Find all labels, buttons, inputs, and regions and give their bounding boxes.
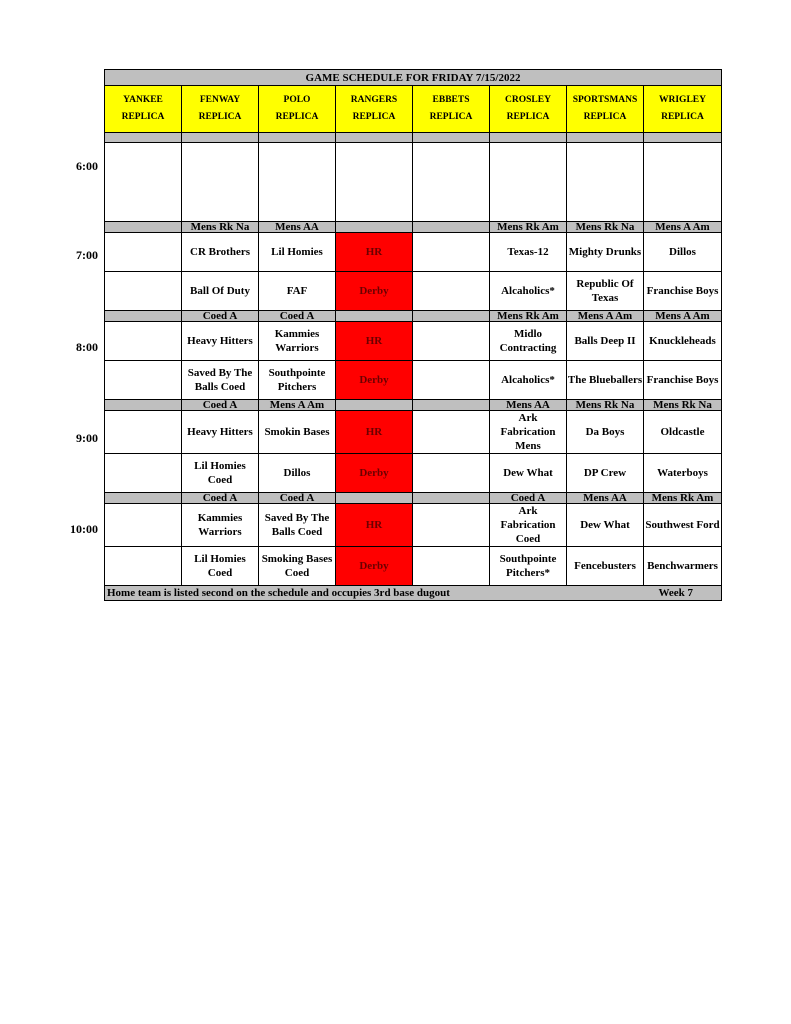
division-label: Mens A Am [644,222,722,233]
away-team-cell: Kammies Warriors [259,322,336,361]
home-team-cell: Republic Of Texas [567,272,644,311]
division-label: Coed A [490,493,567,504]
away-team-cell: Ark Fabrication Mens [490,411,567,454]
away-team-cell: Smokin Bases [259,411,336,454]
spacer-row [105,133,722,143]
division-label: Mens Rk Na [644,400,722,411]
home-team-cell: Lil Homies Coed [182,454,259,493]
spacer-cell [413,133,490,143]
game-row-home [105,361,722,400]
division-label [336,311,413,322]
field-name: EBBETS [432,95,470,105]
home-team-cell [105,454,182,493]
home-team-cell: Benchwarmers [644,547,722,586]
home-team-cell: Waterboys [644,454,722,493]
away-team-cell [413,322,490,361]
time-label-8: 8:00 [76,340,98,354]
division-label: Coed A [259,311,336,322]
field-name: YANKEE [123,95,163,105]
division-label [413,311,490,322]
spacer-cell [567,133,644,143]
home-team-cell: Southpointe Pitchers [259,361,336,400]
home-team-cell: Southpointe Pitchers* [490,547,567,586]
field-name: CROSLEY [505,95,551,105]
time-label-9: 9:00 [76,431,98,445]
home-team-cell [105,272,182,311]
empty-cell [105,143,182,222]
division-label: Coed A [259,493,336,504]
away-team-cell: Oldcastle [644,411,722,454]
away-team-cell: HR [336,322,413,361]
home-team-cell: Derby [336,361,413,400]
spacer-cell [490,133,567,143]
slot-row-empty [105,143,722,222]
field-subtitle: REPLICA [121,112,165,122]
division-label [336,400,413,411]
division-label: Mens Rk Am [490,311,567,322]
division-label: Mens Rk Na [567,400,644,411]
game-row-away [105,411,722,454]
division-label: Mens Rk Na [182,222,259,233]
empty-cell [336,143,413,222]
field-subtitle: REPLICA [352,112,396,122]
division-label: Mens A Am [567,311,644,322]
field-header [259,86,336,133]
division-label [105,400,182,411]
empty-cell [413,143,490,222]
footer-row [105,586,722,601]
division-label: Mens AA [490,400,567,411]
division-row [105,400,722,411]
away-team-cell: Knuckleheads [644,322,722,361]
division-label: Mens A Am [259,400,336,411]
away-team-cell: Dew What [567,504,644,547]
home-team-cell: Franchise Boys [644,361,722,400]
division-label: Mens A Am [644,311,722,322]
home-team-cell: Derby [336,454,413,493]
home-team-cell: Saved By The Balls Coed [182,361,259,400]
home-team-cell: Alcaholics* [490,272,567,311]
footer-note: Home team is listed second on the schedule and occupies 3rd base dugout [107,587,450,599]
away-team-cell [413,411,490,454]
division-label: Mens AA [567,493,644,504]
schedule-title: GAME SCHEDULE FOR FRIDAY 7/15/2022 [105,70,722,86]
home-team-cell: Fencebusters [567,547,644,586]
away-team-cell: Kammies Warriors [182,504,259,547]
away-team-cell: Southwest Ford [644,504,722,547]
home-team-cell: Lil Homies Coed [182,547,259,586]
division-label: Coed A [182,493,259,504]
home-team-cell [413,272,490,311]
spacer-cell [336,133,413,143]
field-header [567,86,644,133]
home-team-cell: Derby [336,272,413,311]
title-row [105,70,722,86]
spacer-cell [105,133,182,143]
home-team-cell: Derby [336,547,413,586]
game-row-home [105,547,722,586]
home-team-cell: The Blueballers [567,361,644,400]
away-team-cell: Lil Homies [259,233,336,272]
field-header [413,86,490,133]
away-team-cell [105,411,182,454]
game-row-away [105,504,722,547]
game-row-away [105,322,722,361]
away-team-cell: Saved By The Balls Coed [259,504,336,547]
division-row [105,493,722,504]
division-label: Mens Rk Na [567,222,644,233]
division-label [105,222,182,233]
division-label [413,493,490,504]
division-label: Mens AA [259,222,336,233]
away-team-cell: HR [336,411,413,454]
division-label: Mens Rk Am [490,222,567,233]
home-team-cell [413,547,490,586]
division-row [105,311,722,322]
home-team-cell: Dillos [259,454,336,493]
division-label [105,493,182,504]
footer-cell [105,586,722,601]
spacer-cell [182,133,259,143]
home-team-cell: DP Crew [567,454,644,493]
field-subtitle: REPLICA [198,112,242,122]
away-team-cell [413,233,490,272]
field-subtitle: REPLICA [583,112,627,122]
field-name: RANGERS [350,95,398,105]
away-team-cell: Midlo Contracting [490,322,567,361]
field-subtitle: REPLICA [275,112,319,122]
game-row-home [105,454,722,493]
empty-cell [490,143,567,222]
away-team-cell: Mighty Drunks [567,233,644,272]
field-name: WRIGLEY [659,95,706,105]
field-header [644,86,722,133]
away-team-cell [413,504,490,547]
home-team-cell [105,361,182,400]
division-label: Coed A [182,400,259,411]
away-team-cell [105,322,182,361]
home-team-cell: Franchise Boys [644,272,722,311]
game-row-home [105,272,722,311]
empty-cell [182,143,259,222]
home-team-cell: FAF [259,272,336,311]
field-header-row [105,86,722,133]
field-subtitle: REPLICA [661,112,704,122]
field-name: FENWAY [199,95,241,105]
away-team-cell: Da Boys [567,411,644,454]
home-team-cell: Ball Of Duty [182,272,259,311]
away-team-cell: HR [336,233,413,272]
home-team-cell: Alcaholics* [490,361,567,400]
away-team-cell: CR Brothers [182,233,259,272]
home-team-cell [105,547,182,586]
field-name: POLO [283,95,311,105]
division-label [336,493,413,504]
field-header [182,86,259,133]
empty-cell [259,143,336,222]
away-team-cell: Heavy Hitters [182,322,259,361]
field-name: SPORTSMANS [572,95,638,105]
spacer-cell [259,133,336,143]
away-team-cell: Dillos [644,233,722,272]
away-team-cell [105,504,182,547]
spacer-cell [644,133,722,143]
division-label [413,400,490,411]
division-label: Coed A [182,311,259,322]
schedule-table [104,69,722,601]
week-label: Week 7 [658,587,693,599]
field-header [105,86,182,133]
division-label [105,311,182,322]
empty-cell [567,143,644,222]
division-label [336,222,413,233]
time-label-6: 6:00 [76,159,98,173]
game-row-away [105,233,722,272]
home-team-cell [413,361,490,400]
empty-cell [644,143,722,222]
home-team-cell: Smoking Bases Coed [259,547,336,586]
field-subtitle: REPLICA [429,112,473,122]
home-team-cell: Dew What [490,454,567,493]
division-label: Mens Rk Am [644,493,722,504]
field-header [490,86,567,133]
division-label [413,222,490,233]
away-team-cell: Ark Fabrication Coed [490,504,567,547]
home-team-cell [413,454,490,493]
time-label-7: 7:00 [76,248,98,262]
away-team-cell: Balls Deep II [567,322,644,361]
field-header [336,86,413,133]
away-team-cell: HR [336,504,413,547]
away-team-cell: Texas-12 [490,233,567,272]
away-team-cell: Heavy Hitters [182,411,259,454]
away-team-cell [105,233,182,272]
time-label-10: 10:00 [70,522,98,536]
field-subtitle: REPLICA [506,112,550,122]
division-row [105,222,722,233]
